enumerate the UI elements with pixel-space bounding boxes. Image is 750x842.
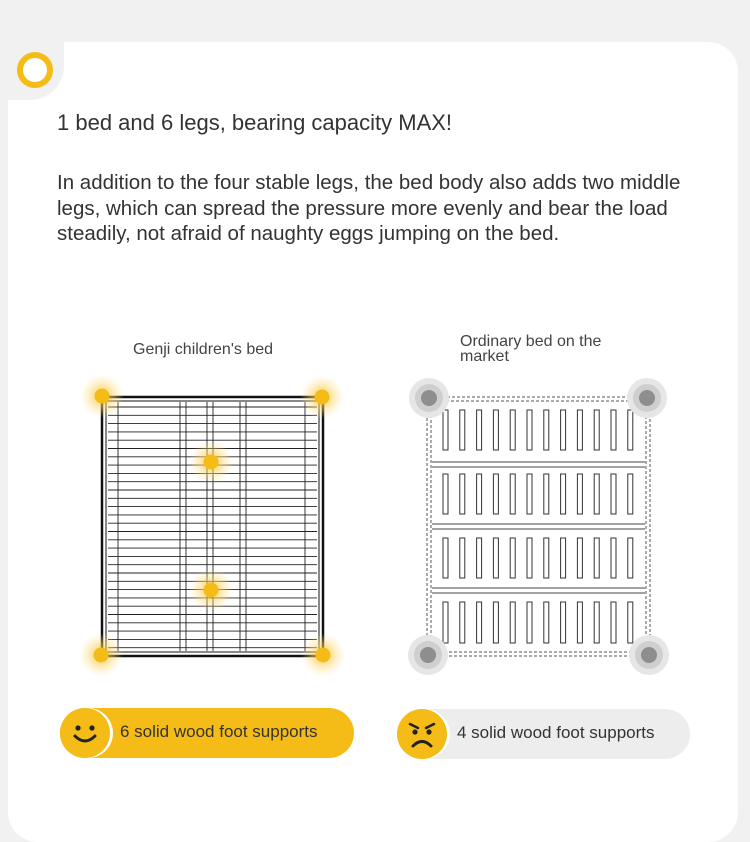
genji-bed-caption: Genji children's bed (133, 341, 274, 358)
ordinary-bed-caption: Ordinary bed on the market (460, 333, 602, 365)
genji-leg-5 (189, 440, 233, 484)
genji-leg-1 (80, 374, 124, 418)
genji-bed-illustration (79, 374, 345, 677)
genji-leg-6 (189, 568, 233, 612)
smiley-face-icon (60, 708, 110, 758)
genji-leg-4 (301, 633, 345, 677)
ordinary-leg-3 (408, 635, 448, 675)
genji-leg-3 (79, 633, 123, 677)
ordinary-leg-2 (627, 378, 667, 418)
genji-bed-frame (102, 397, 323, 656)
ordinary-bed-frame (427, 397, 650, 656)
frowning-face-icon (397, 709, 447, 759)
headline: 1 bed and 6 legs, bearing capacity MAX! (57, 110, 453, 135)
ordinary-bed-illustration (408, 378, 669, 675)
ordinary-leg-1 (409, 378, 449, 418)
genji-leg-2 (300, 375, 344, 419)
description: In addition to the four stable legs, the bed body also adds two middle legs, which can spread the pressure more evenly and bear the load steadily, not afraid of naughty eggs jumping on the bed. (57, 171, 681, 245)
genji-support-label: 6 solid wood foot supports (120, 722, 318, 741)
ordinary-leg-4 (629, 635, 669, 675)
ordinary-support-pill (397, 709, 690, 759)
ordinary-support-label: 4 solid wood foot supports (457, 723, 655, 742)
genji-support-pill (60, 708, 354, 758)
